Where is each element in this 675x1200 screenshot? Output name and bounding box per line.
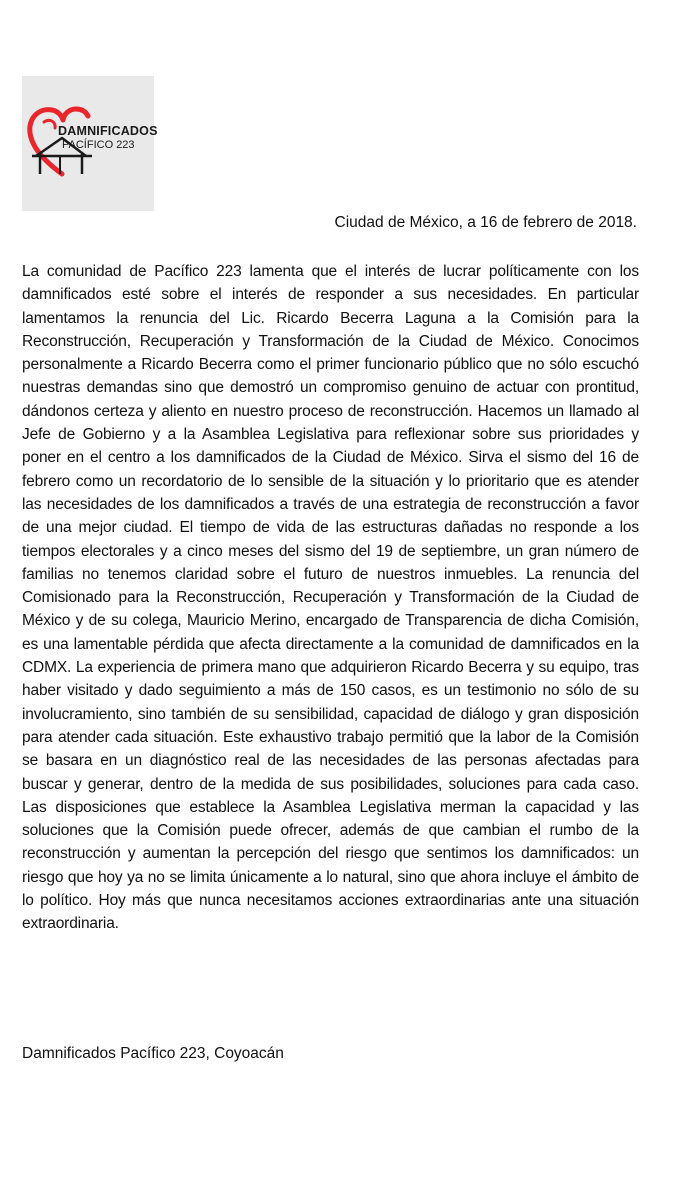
date-line: Ciudad de México, a 16 de febrero de 2018. [334,214,637,231]
letter-body [22,260,639,936]
logo-title: DAMNIFICADOS [58,124,158,138]
signature: Damnificados Pacífico 223, Coyoacán [22,1045,284,1062]
letter-paragraph: La comunidad de Pacífico 223 lamenta que el interés de lucrar políticamente con los damnificados esté sobre el interés de responder a sus necesidades. En particular lamentamos la renuncia del Lic. Ricardo Becerra Laguna a la Comisión para la Reconstrucción, Recuperación y Transformación de la Ciudad de México. Conocimos personalmente a Ricardo Becerra como el primer funcionario público que no sólo escuchó nuestras demandas sino que demostró un compromiso genuino de actuar con prontitud, dándonos certeza y aliento en nuestro proceso de reconstrucción. Hacemos un llamado al Jefe de Gobierno y a la Asamblea Legislativa para reflexionar sobre sus prioridades y poner en el centro a los damnificados de la Ciudad de México. Sirva el sismo del 16 de febrero como un recordatorio de lo sensible de la situación y lo prioritario que es atender las necesidades de los damnificados a través de una estrategia de reconstrucción a favor de una mejor ciudad. El tiempo de vida de las estructuras dañadas no responde a los tiempos electorales y a cinco meses del sismo del 19 de septiembre, un gran número de familias no tenemos claridad sobre el futuro de nuestros inmuebles. La renuncia del Comisionado para la Reconstrucción, Recuperación y Transformación de la Ciudad de México y de su colega, Mauricio Merino, encargado de Transparencia de dicha Comisión, es una lamentable pérdida que afecta directamente a la comunidad de damnificados en la CDMX. La experiencia de primera mano que adquirieron Ricardo Becerra y su equipo, tras haber visitado y dado seguimiento a más de 150 casos, es un testimonio no sólo de su involucramiento, sino también de su sensibilidad, capacidad de diálogo y gran disposición para atender cada situación. Este exhaustivo trabajo permitió que la labor de la Comisión se basara en un diagnóstico real de las necesidades de las personas afectadas para buscar y generar, dentro de la medida de sus posibilidades, soluciones para cada caso. Las disposiciones que establece la Asamblea Legislativa merman la capacidad y las soluciones que la Comisión puede ofrecer, además de que cambian el rumbo de la reconstrucción y aumentan la percepción del riesgo que sentimos los damnificados: un riesgo que hoy ya no se limita únicamente a lo natural, sino que ahora incluye el ámbito de lo político. Hoy más que nunca necesitamos acciones extraordinarias ante una situación extraordinaria. [22,263,639,933]
logo-subtitle: PACÍFICO 223 [62,139,135,151]
logo [22,76,158,211]
